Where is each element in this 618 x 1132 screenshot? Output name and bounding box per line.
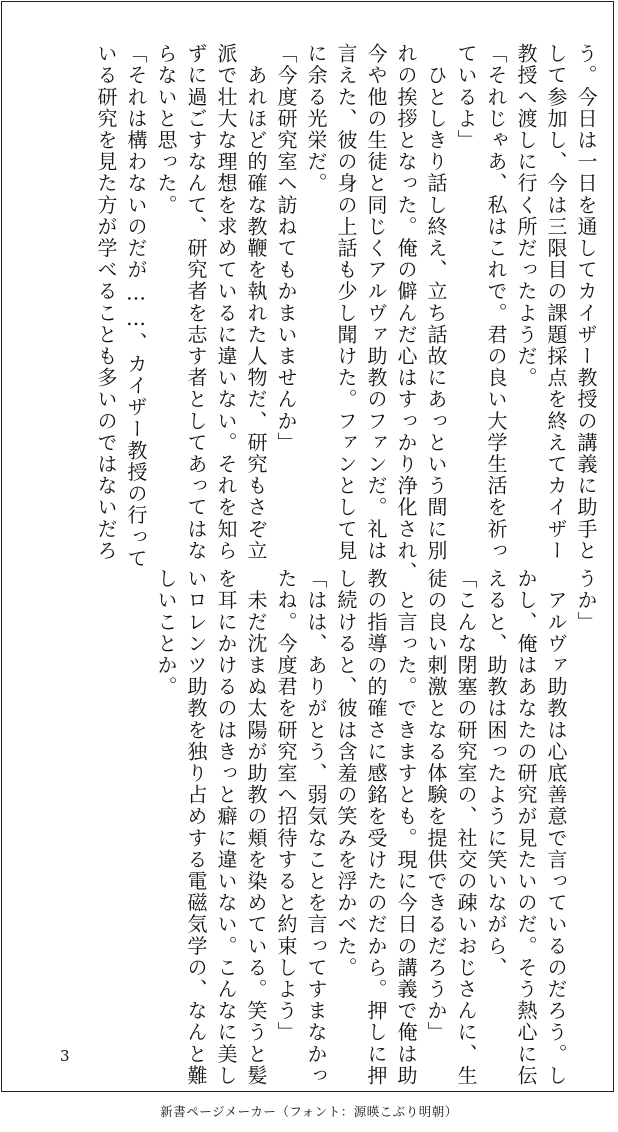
upper-text-block: う。今日は一日を通してカイザー教授の講義に助手と して参加し、今は三限目の課題採点を終えてカイザー 教授へ渡しに行く所だったようだ。 「それじゃあ、私はこれで。君の良い大学生活を祈っ ているよ」 ひとしきり話し終え、立ち話故にあっという間に別 れの挨拶となった。俺の僻んだ心はすっかり浄化され、 今や他の生徒と同じくアルヴァ助教のファンだ。礼は 言えた、彼の身の上話も少し聞けた。ファンとして見 に余る光栄だ。 「今度研究室へ訪ねてもかまいませんか」 あれほど的確な教鞭を執れた人物だ、研究もさぞ立 派で壮大な理想を求めているに違いない。それを知ら ずに過ごすなんて、研究者を志す者としてあってはな らないと思った。 「それは構わないのだが……、カイザー教授の行って いる研究を見た方が学べることも多いのではないだろ xyxy=(94,43,598,583)
footer-caption: 新書ページメーカー（フォント：源暎こぶり明朝） xyxy=(160,1104,458,1119)
page-number: 3 xyxy=(60,1047,70,1065)
book-page xyxy=(1,1,614,1092)
lower-text-block: うか」 アルヴァ助教は心底善意で言っているのだろう。し かし、俺はあなたの研究が見たいのだ。そう熱心に伝 えると、助教は困ったように笑いながら、 「こんな閉塞の研究室の、社交の疎いおじさんに、生 徒の良い刺激となる体験を提供できるだろうか」 と言った。できますとも。現に今日の講義で俺は助 教の指導の的確さに感銘を受けたのだから。押しに押 し続けると、彼は含羞の笑みを浮かべた。 「はは、ありがとう、弱気なことを言ってすまなかっ たね。今度君を研究室へ招待すると約束しよう」 未だ沈まぬ太陽が助教の頬を染めている。笑うと髪 を耳にかけるのはきっと癖に違いない。こんなに美し いロレンツ助教を独り占めする電磁気学の、なんと難 しいことか。 xyxy=(154,568,598,1087)
